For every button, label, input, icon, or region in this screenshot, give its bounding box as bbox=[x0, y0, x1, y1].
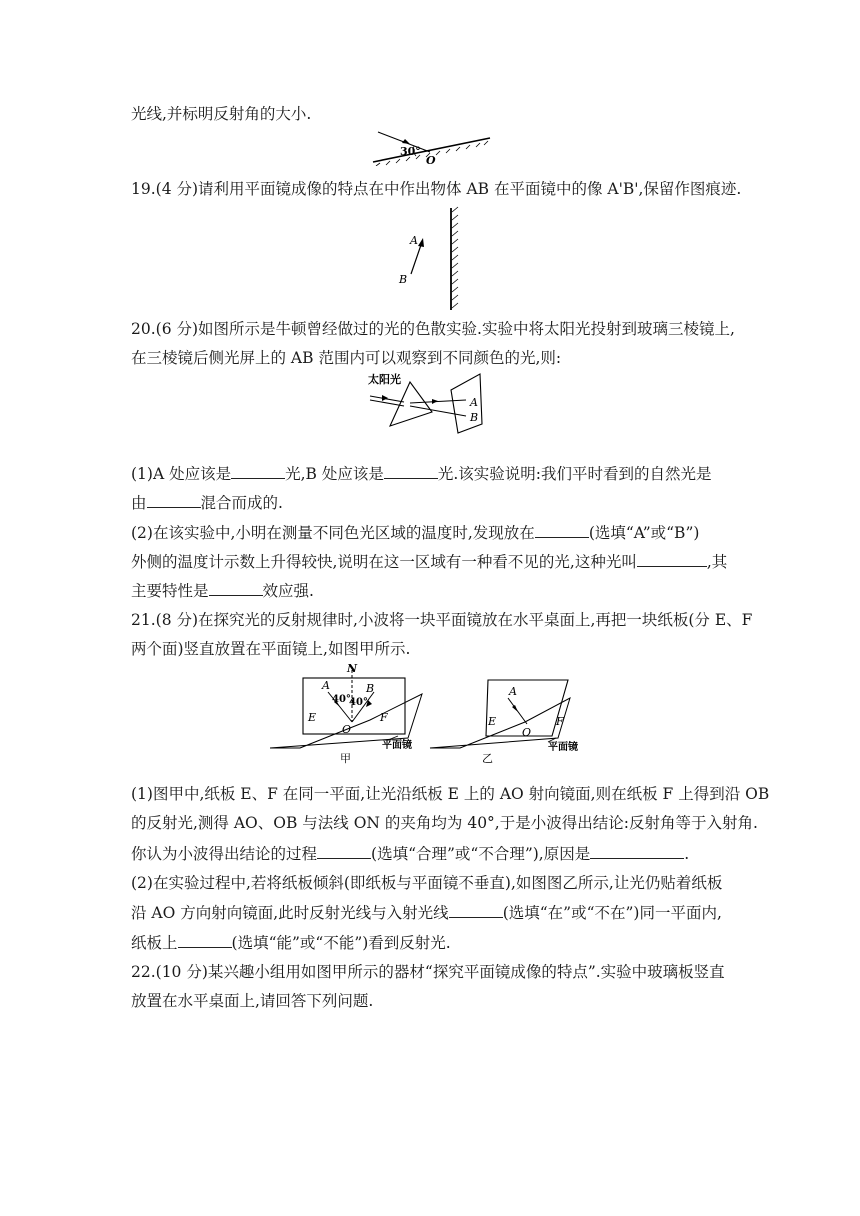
q19-figure bbox=[395, 206, 470, 314]
q20-label-A: A bbox=[470, 396, 478, 409]
q19-label-B: B bbox=[399, 273, 408, 286]
q21-text-1: 21.(8 分)在探究光的反射规律时,小波将一块平面镜放在水平桌面上,再把一块纸板(分 E、F bbox=[131, 611, 753, 629]
q21-mirror-label-right: 平面镜 bbox=[548, 742, 578, 753]
q21-caption-right: 乙 bbox=[482, 752, 493, 765]
answer-blank[interactable] bbox=[535, 521, 589, 538]
answer-blank[interactable] bbox=[590, 842, 684, 859]
q20-label-B: B bbox=[470, 411, 479, 424]
q21-label-B-left: B bbox=[366, 682, 375, 695]
q21-caption-left: 甲 bbox=[340, 752, 351, 765]
q21-part1-line3: 你认为小波得出结论的过程 (选填“合理”或“不合理”),原因是 . bbox=[131, 842, 689, 865]
answer-blank[interactable] bbox=[209, 579, 263, 596]
answer-blank[interactable] bbox=[231, 462, 285, 479]
q18-text: 光线,并标明反射角的大小. bbox=[131, 105, 312, 123]
q21-label-F-left: F bbox=[380, 711, 388, 724]
q19-arrow-head bbox=[418, 238, 424, 247]
q20-part2-line1: (2)在该实验中,小明在测量不同色光区域的温度时,发现放在 (选填“A”或“B”) bbox=[131, 521, 699, 544]
q21-part1-line1: (1)图甲中,纸板 E、F 在同一平面,让光沿纸板 E 上的 AO 射向镜面,则在纸板 F 上得到沿 OB bbox=[131, 785, 770, 803]
q21-figure bbox=[270, 662, 600, 766]
q21-label-O-left: O bbox=[342, 723, 352, 736]
q21-label-N: N bbox=[347, 662, 358, 675]
q21-part2-line3: 纸板上 (选填“能”或“不能”)看到反射光. bbox=[131, 931, 451, 954]
q18-point-O: O bbox=[426, 154, 436, 166]
q19-text: 19.(4 分)请利用平面镜成像的特点在中作出物体 AB 在平面镜中的像 A'B',保留作图痕迹. bbox=[131, 180, 742, 198]
answer-blank[interactable] bbox=[637, 550, 707, 567]
q18-figure bbox=[370, 128, 500, 166]
q20-part2-line2: 外侧的温度计示数上升得较快,说明在这一区域有一种看不见的光,这种光叫 ,其 bbox=[131, 550, 727, 573]
q21-part2-line2: 沿 AO 方向射向镜面,此时反射光线与入射光线 (选填“在”或“不在”)同一平面内, bbox=[131, 901, 722, 924]
q22-text-2: 放置在水平桌面上,请回答下列问题. bbox=[131, 992, 374, 1010]
answer-blank[interactable] bbox=[178, 931, 232, 948]
q21-angle-1: 40° bbox=[332, 694, 351, 705]
q20-text-1: 20.(6 分)如图所示是牛顿曾经做过的光的色散实验.实验中将太阳光投射到玻璃三棱镜上, bbox=[131, 320, 735, 338]
q20-prism bbox=[390, 382, 432, 426]
q21-text-2: 两个面)竖直放置在平面镜上,如图甲所示. bbox=[131, 640, 411, 658]
q18-angle-label: 30° bbox=[400, 145, 421, 158]
q21-label-O-right: O bbox=[522, 726, 532, 739]
q21-label-A-left: A bbox=[322, 679, 330, 692]
answer-blank[interactable] bbox=[147, 491, 201, 508]
q20-text-2: 在三棱镜后侧光屏上的 AB 范围内可以观察到不同颜色的光,则: bbox=[131, 349, 562, 367]
q20-part1-line1: (1)A 处应该是 光,B 处应该是 光.该实验说明:我们平时看到的自然光是 bbox=[131, 462, 711, 485]
q22-text-1: 22.(10 分)某兴趣小组用如图甲所示的器材“探究平面镜成像的特点”.实验中玻璃板竖直 bbox=[131, 963, 725, 981]
q20-figure bbox=[368, 372, 500, 436]
q20-sunlight-label: 太阳光 bbox=[368, 373, 401, 386]
q20-part2-line3: 主要特性是 效应强. bbox=[131, 579, 314, 602]
q21-part2-line1: (2)在实验过程中,若将纸板倾斜(即纸板与平面镜不垂直),如图图乙所示,让光仍贴着纸板 bbox=[131, 874, 723, 892]
q21-mirror-right bbox=[430, 698, 570, 748]
answer-blank[interactable] bbox=[317, 842, 371, 859]
q21-label-A-right: A bbox=[509, 685, 517, 698]
answer-blank[interactable] bbox=[384, 462, 438, 479]
q21-label-F-right: F bbox=[556, 715, 564, 728]
q21-part1-line2: 的反射光,测得 AO、OB 与法线 ON 的夹角均为 40°,于是小波得出结论:反射角等于入射角. bbox=[131, 814, 758, 832]
q19-label-A: A bbox=[410, 234, 418, 247]
q21-label-E-left: E bbox=[308, 711, 317, 724]
q20-part1-line2: 由 混合而成的. bbox=[131, 491, 283, 514]
q21-angle-2: 40° bbox=[349, 697, 368, 708]
q21-label-E-right: E bbox=[488, 715, 497, 728]
q18-arrow bbox=[402, 139, 410, 144]
answer-blank[interactable] bbox=[449, 901, 503, 918]
q21-mirror-label-left: 平面镜 bbox=[382, 740, 412, 751]
